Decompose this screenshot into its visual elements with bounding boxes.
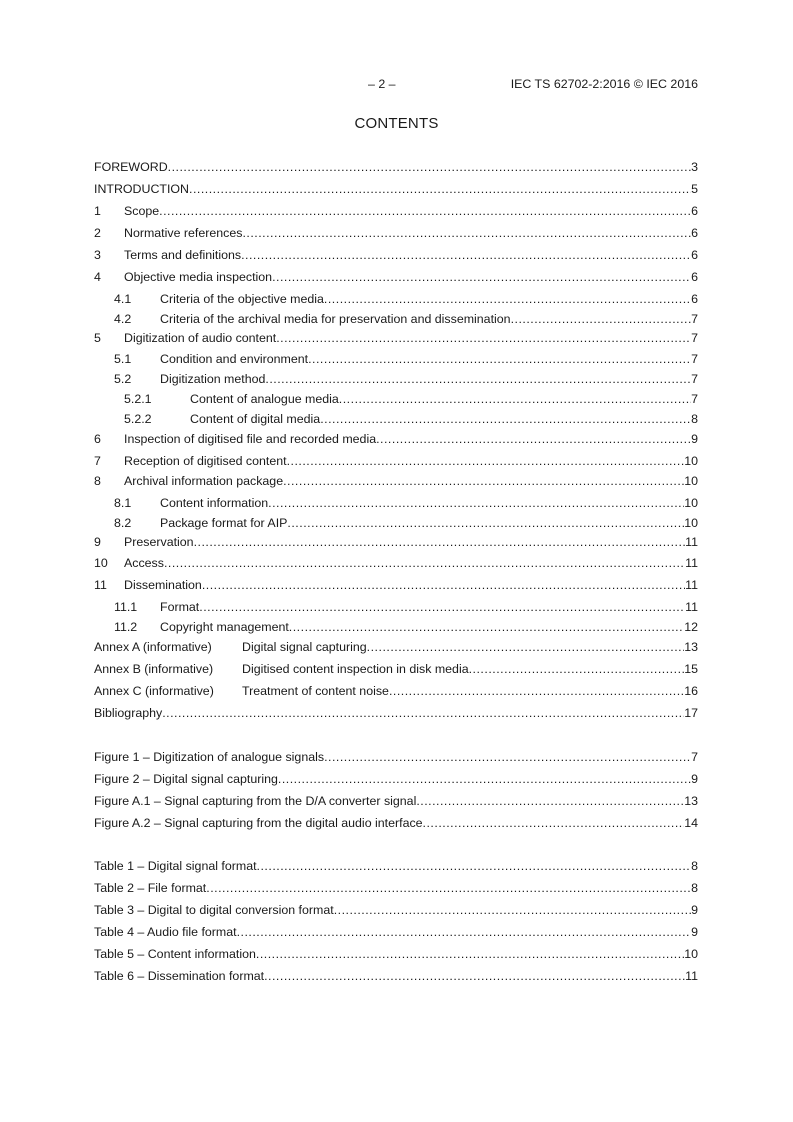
toc-entry-number: 5 <box>94 331 101 345</box>
toc-entry-title: Digitised content inspection in disk media <box>242 662 469 676</box>
toc-entry-number: 11 <box>94 578 107 592</box>
toc-entry-title: Content information <box>160 496 269 510</box>
toc-entry-page: 17 <box>684 706 698 720</box>
toc-entry-title: Figure A.2 – Signal capturing from the digital audio interface <box>94 816 423 830</box>
toc-entry[interactable] <box>94 639 698 655</box>
toc-entry-page: 11 <box>685 578 698 592</box>
toc-entry-page: 6 <box>691 204 698 218</box>
toc-entry-title: Archival information package <box>124 474 284 488</box>
dot-leader <box>164 555 685 571</box>
dot-leader <box>423 815 685 831</box>
dot-leader <box>162 705 684 721</box>
toc-entry-number: 5.2.2 <box>124 412 152 426</box>
toc-entry[interactable] <box>94 793 698 809</box>
toc-entry-page: 8 <box>691 859 698 873</box>
toc-entry-number: 3 <box>94 248 101 262</box>
toc-entry[interactable] <box>94 661 698 677</box>
toc-entry-page: 9 <box>691 925 698 939</box>
toc-entry-page: 7 <box>691 750 698 764</box>
toc-entry-title: Scope <box>124 204 160 218</box>
toc-entry[interactable] <box>94 371 698 387</box>
toc-entry-title: Table 1 – Digital signal format <box>94 859 257 873</box>
toc-entry-number: Annex B (informative) <box>94 662 214 676</box>
toc-entry-title: FOREWORD <box>94 160 168 174</box>
dot-leader <box>367 639 685 655</box>
toc-entry-number: Annex C (informative) <box>94 684 214 698</box>
page-number: – 2 – <box>368 77 396 91</box>
toc-entry-number: 11.2 <box>114 620 138 634</box>
toc-entry-page: 9 <box>691 432 698 446</box>
toc-entry-title: Table 4 – Audio file format <box>94 925 237 939</box>
toc-entry-page: 10 <box>684 516 698 530</box>
toc-entry-number: 4.2 <box>114 312 132 326</box>
toc-entry[interactable] <box>94 968 698 984</box>
toc-entry-page: 14 <box>684 816 698 830</box>
toc-entry-title: Preservation <box>124 535 194 549</box>
toc-entry[interactable] <box>94 577 698 593</box>
toc-entry-number: 9 <box>94 535 101 549</box>
toc-entry-title: Inspection of digitised file and recorded media <box>124 432 377 446</box>
toc-entry[interactable] <box>94 473 698 489</box>
toc-entry[interactable] <box>94 880 698 896</box>
toc-entry-page: 9 <box>691 772 698 786</box>
toc-entry-page: 10 <box>684 496 698 510</box>
dot-leader <box>334 902 691 918</box>
toc-entry-page: 12 <box>684 620 698 634</box>
toc-entry-page: 10 <box>684 947 698 961</box>
toc-entry[interactable] <box>94 291 698 307</box>
dot-leader <box>265 371 691 387</box>
dot-leader <box>194 534 686 550</box>
dot-leader <box>278 771 691 787</box>
dot-leader <box>199 599 685 615</box>
toc-entry-number: 2 <box>94 226 101 240</box>
toc-entry-number: 7 <box>94 454 101 468</box>
toc-entry-page: 13 <box>684 640 698 654</box>
toc-entry-number: 8.2 <box>114 516 132 530</box>
toc-entry-page: 7 <box>691 331 698 345</box>
toc-entry-title: Format <box>160 600 200 614</box>
toc-entry-number: 4 <box>94 270 101 284</box>
toc-entry[interactable] <box>94 431 698 447</box>
dot-leader <box>376 431 691 447</box>
toc-entry-number: 8 <box>94 474 101 488</box>
toc-entry-number: 4.1 <box>114 292 132 306</box>
document-reference: IEC TS 62702-2:2016 © IEC 2016 <box>510 77 698 91</box>
toc-entry[interactable] <box>94 858 698 874</box>
toc-entry[interactable] <box>94 515 698 531</box>
toc-entry-page: 11 <box>685 556 698 570</box>
toc-entry-title: Criteria of the objective media <box>160 292 324 306</box>
toc-entry-title: Table 6 – Dissemination format <box>94 969 265 983</box>
toc-entry-title: Copyright management <box>160 620 289 634</box>
toc-entry-number: 5.2 <box>114 372 132 386</box>
toc-entry-page: 10 <box>684 474 698 488</box>
dot-leader <box>320 411 691 427</box>
toc-entry-title: Access <box>124 556 164 570</box>
toc-entry-title: Reception of digitised content <box>124 454 287 468</box>
dot-leader <box>287 515 684 531</box>
toc-entry[interactable] <box>94 411 698 427</box>
toc-entry-page: 9 <box>691 903 698 917</box>
toc-entry-title: Package format for AIP <box>160 516 288 530</box>
toc-entry-page: 11 <box>685 600 698 614</box>
dot-leader <box>276 330 691 346</box>
toc-entry-title: Terms and definitions <box>124 248 242 262</box>
toc-entry-page: 3 <box>691 160 698 174</box>
toc-entry-title: Criteria of the archival media for preservation and dissemination <box>160 312 511 326</box>
toc-entry-page: 7 <box>691 372 698 386</box>
toc-entry-page: 8 <box>691 412 698 426</box>
toc-entry-number: 5.1 <box>114 352 132 366</box>
toc-entry[interactable] <box>94 534 698 550</box>
toc-entry-page: 6 <box>691 248 698 262</box>
toc-entry-title: Dissemination <box>124 578 202 592</box>
toc-entry[interactable] <box>94 599 698 615</box>
dot-leader <box>272 269 691 285</box>
dot-leader <box>469 661 685 677</box>
toc-entry-title: Objective media inspection <box>124 270 273 284</box>
dot-leader <box>339 391 691 407</box>
toc-entry-page: 7 <box>691 352 698 366</box>
toc-entry[interactable] <box>94 225 698 241</box>
toc-entry-number: Annex A (informative) <box>94 640 212 654</box>
toc-entry-title: Figure A.1 – Signal capturing from the D/A converter signal <box>94 794 417 808</box>
toc-entry-page: 7 <box>691 392 698 406</box>
toc-entry[interactable] <box>94 555 698 571</box>
toc-entry[interactable] <box>94 351 698 367</box>
dot-leader <box>202 577 685 593</box>
toc-entry-title: Digitization method <box>160 372 266 386</box>
toc-entry[interactable] <box>94 159 698 175</box>
dot-leader <box>189 181 691 197</box>
contents-title: CONTENTS <box>354 115 439 132</box>
dot-leader <box>256 946 684 962</box>
toc-entry-title: Treatment of content noise <box>242 684 389 698</box>
toc-entry-title: Digital signal capturing <box>242 640 367 654</box>
toc-entry-page: 13 <box>684 794 698 808</box>
toc-entry[interactable] <box>94 683 698 699</box>
toc-entry-number: 8.1 <box>114 496 132 510</box>
dot-leader <box>168 159 691 175</box>
toc-entry-title: Content of digital media <box>190 412 321 426</box>
toc-entry[interactable] <box>94 619 698 635</box>
toc-entry-page: 8 <box>691 881 698 895</box>
toc-entry[interactable] <box>94 705 698 721</box>
toc-entry-page: 11 <box>685 535 698 549</box>
toc-entry-page: 6 <box>691 270 698 284</box>
dot-leader <box>324 749 691 765</box>
toc-entry-page: 11 <box>685 969 698 983</box>
toc-entry-title: Bibliography <box>94 706 163 720</box>
dot-leader <box>268 495 684 511</box>
toc-entry-number: 11.1 <box>114 600 138 614</box>
toc-entry-title: Figure 1 – Digitization of analogue signals <box>94 750 325 764</box>
toc-entry[interactable] <box>94 453 698 469</box>
toc-entry[interactable] <box>94 495 698 511</box>
toc-entry-number: 5.2.1 <box>124 392 152 406</box>
dot-leader <box>264 968 685 984</box>
toc-entry-number: 6 <box>94 432 101 446</box>
toc-entry-page: 15 <box>684 662 698 676</box>
toc-entry-title: Normative references <box>124 226 243 240</box>
dot-leader <box>511 311 692 327</box>
dot-leader <box>416 793 684 809</box>
dot-leader <box>257 858 692 874</box>
toc-entry[interactable] <box>94 902 698 918</box>
dot-leader <box>324 291 691 307</box>
toc-entry[interactable] <box>94 815 698 831</box>
toc-entry[interactable] <box>94 269 698 285</box>
dot-leader <box>283 473 684 489</box>
toc-entry-page: 10 <box>684 454 698 468</box>
toc-entry-number: 1 <box>94 204 101 218</box>
dot-leader <box>241 247 691 263</box>
toc-entry[interactable] <box>94 749 698 765</box>
dot-leader <box>159 203 691 219</box>
dot-leader <box>287 453 685 469</box>
toc-entry[interactable] <box>94 771 698 787</box>
dot-leader <box>289 619 684 635</box>
dot-leader <box>237 924 692 940</box>
toc-entry[interactable] <box>94 946 698 962</box>
dot-leader <box>242 225 691 241</box>
toc-entry[interactable] <box>94 181 698 197</box>
dot-leader <box>389 683 684 699</box>
toc-entry[interactable] <box>94 247 698 263</box>
toc-entry-title: Figure 2 – Digital signal capturing <box>94 772 278 786</box>
page-header <box>0 76 793 92</box>
toc-entry-title: INTRODUCTION <box>94 182 189 196</box>
toc-entry[interactable] <box>94 924 698 940</box>
toc-entry-page: 6 <box>691 292 698 306</box>
toc-entry-page: 16 <box>684 684 698 698</box>
toc-entry-title: Table 2 – File format <box>94 881 207 895</box>
toc-entry[interactable] <box>94 330 698 346</box>
toc-entry-page: 6 <box>691 226 698 240</box>
toc-entry[interactable] <box>94 391 698 407</box>
dot-leader <box>308 351 691 367</box>
dot-leader <box>206 880 691 896</box>
toc-entry-title: Table 3 – Digital to digital conversion format <box>94 903 334 917</box>
toc-entry-page: 7 <box>691 312 698 326</box>
toc-entry-title: Digitization of audio content <box>124 331 277 345</box>
toc-entry[interactable] <box>94 203 698 219</box>
toc-entry-title: Table 5 – Content information <box>94 947 256 961</box>
toc-entry[interactable] <box>94 311 698 327</box>
toc-entry-title: Condition and environment <box>160 352 309 366</box>
toc-entry-page: 5 <box>691 182 698 196</box>
toc-entry-title: Content of analogue media <box>190 392 339 406</box>
toc-entry-number: 10 <box>94 556 108 570</box>
